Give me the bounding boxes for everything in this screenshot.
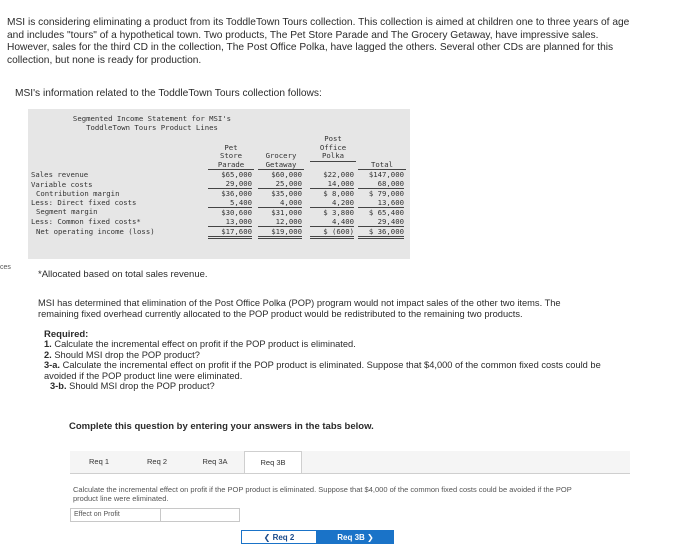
cell: 29,000	[208, 179, 252, 189]
cell: 14,000	[310, 179, 354, 189]
tab-req-3b[interactable]: Req 3B	[244, 451, 302, 473]
required-item: 1. Calculate the incremental effect on profit if the POP product is eliminated.	[44, 339, 356, 349]
row-label-contribution-margin: Contribution margin	[36, 189, 120, 198]
prev-req-label: Req 2	[272, 533, 295, 542]
cell: $22,000	[323, 170, 354, 179]
cell: 4,200	[310, 198, 354, 208]
cell: 25,000	[258, 179, 302, 189]
cell: 68,000	[358, 179, 404, 189]
cell: $ 79,000	[368, 189, 404, 198]
required-list	[44, 339, 624, 392]
cell: $19,000	[258, 227, 302, 239]
cell: $ 3,800	[323, 208, 354, 217]
cell: $31,000	[271, 208, 302, 217]
requirement-tabs	[70, 451, 630, 474]
tab-panel-instructions: Calculate the incremental effect on profit if the POP product is eliminated. Suppose that $4,000 of the common fixed costs could be avoided if the POP product line were eliminated.	[73, 485, 572, 503]
cell: $ (600)	[310, 227, 354, 239]
income-statement	[28, 109, 410, 259]
tab-req-1[interactable]: Req 1	[88, 457, 109, 466]
row-label-segment-margin: Segment margin	[36, 207, 98, 216]
next-req-button[interactable]	[317, 530, 394, 544]
next-req-label: Req 3B	[337, 533, 365, 542]
complete-instruction: Complete this question by entering your answers in the tabs below.	[69, 421, 374, 432]
cell: $ 65,400	[368, 208, 404, 217]
row-label-net-operating-income: Net operating income (loss)	[36, 227, 155, 236]
row-label-sales-revenue: Sales revenue	[31, 170, 89, 179]
cell: 13,600	[358, 198, 404, 208]
footnote: *Allocated based on total sales revenue.	[38, 269, 208, 280]
required-item: 2. Should MSI drop the POP product?	[44, 349, 200, 360]
cell: 5,400	[208, 198, 252, 208]
problem-paragraph: MSI has determined that elimination of the Post Office Polka (POP) program would not impact sales of the other two items. The remaining fixed overhead currently allocated to the POP product would be redistributed to the remaining two products.	[38, 298, 561, 319]
cell: 4,000	[258, 198, 302, 208]
row-label-direct-fixed-costs: Less: Direct fixed costs	[31, 198, 137, 207]
column-header-total: Total	[358, 135, 406, 170]
required-item: 3-b. Should MSI drop the POP product?	[50, 381, 215, 391]
effect-on-profit-input[interactable]	[161, 509, 239, 521]
required-heading: Required:	[44, 329, 89, 340]
cell: $30,600	[221, 208, 252, 217]
cell: $ 8,000	[323, 189, 354, 198]
problem-intro-2: MSI's information related to the ToddleTown Tours collection follows:	[15, 88, 322, 99]
cell: $35,000	[271, 189, 302, 198]
cell: 29,400	[358, 217, 404, 227]
cell: $17,600	[208, 227, 252, 239]
chevron-right-icon: ❯	[367, 533, 374, 542]
cell: $ 36,000	[358, 227, 404, 239]
tab-req-3a[interactable]: Req 3A	[202, 457, 228, 466]
cell: $147,000	[368, 170, 404, 179]
problem-intro: MSI is considering eliminating a product from its ToddleTown Tours collection. This collection is aimed at children one to three years of age and includes "tours" of a hypothetical town. Two products, The Pet Store Parade and The Grocery Getaway, have impressive sales. However, sales for the third CD in the collection, The Post Office Polka, have lagged the others. Several other CDs are planned for this collection, but none is ready for production.	[7, 17, 630, 66]
cell: 12,000	[258, 217, 302, 227]
column-header-pet-store-parade: Pet Store Parade	[208, 135, 254, 170]
prev-req-button[interactable]	[241, 530, 317, 544]
tab-req-2[interactable]: Req 2	[146, 457, 167, 466]
cell: 4,400	[310, 217, 354, 227]
row-label-variable-costs: Variable costs	[31, 180, 93, 189]
effect-on-profit-label: Effect on Profit	[71, 509, 161, 521]
cell: $60,000	[271, 170, 302, 179]
cell: $36,000	[221, 189, 252, 198]
edge-text: ces	[0, 264, 11, 271]
effect-on-profit-row	[70, 508, 240, 522]
statement-title: Segmented Income Statement for MSI's	[72, 114, 232, 123]
cell: 13,000	[208, 217, 252, 227]
chevron-left-icon: ❮	[263, 533, 271, 542]
cell: $65,000	[221, 170, 252, 179]
required-item: 3-a. Calculate the incremental effect on profit if the POP product is eliminated. Suppose that $4,000 of the common fixed costs could be avoided if the POP product line were eliminated.	[44, 360, 601, 381]
column-header-grocery-getaway: Grocery Getaway	[258, 135, 304, 170]
column-header-post-office-polka: Post Office Polka	[310, 135, 356, 170]
statement-subtitle: ToddleTown Tours Product Lines	[86, 123, 218, 132]
row-label-common-fixed-costs: Less: Common fixed costs*	[31, 217, 141, 226]
